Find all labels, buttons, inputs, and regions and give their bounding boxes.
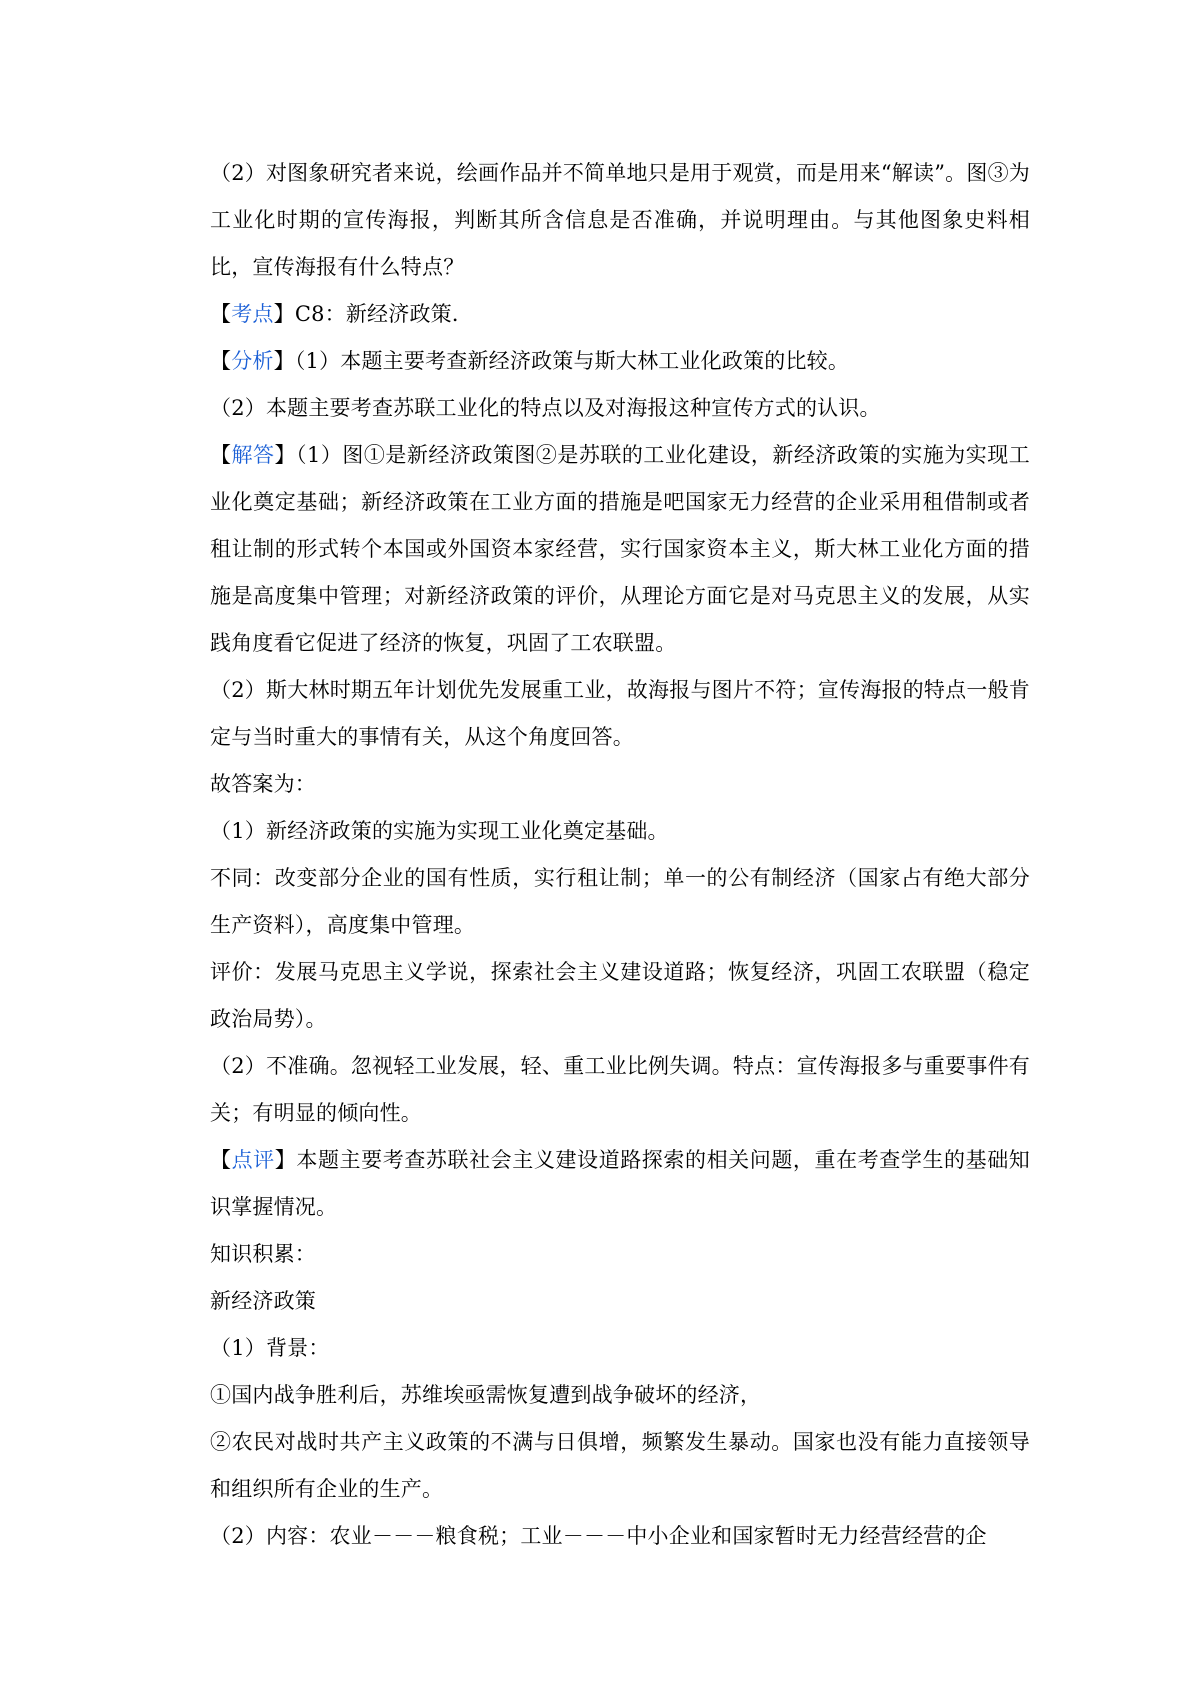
background-item-2: ②农民对战时共产主义政策的不满与日俱增，频繁发生暴动。国家也没有能力直接领导和组织所有企业的生产。: [210, 1430, 1030, 1501]
jieda-paragraph-2: （2）斯大林时期五年计划优先发展重工业，故海报与图片不符；宣传海报的特点一般肯定与当时重大的事情有关，从这个角度回答。: [210, 678, 1030, 749]
answer-evaluation: 评价：发展马克思主义学说，探索社会主义建设道路；恢复经济，巩固工农联盟（稳定政治局势）。: [210, 960, 1030, 1031]
fenxi-paragraph-2: （2）本题主要考查苏联工业化的特点以及对海报这种宣传方式的认识。: [210, 396, 881, 420]
answer-heading: 故答案为：: [210, 772, 316, 796]
jieda-tag: 【解答】: [210, 443, 296, 467]
nep-title: 新经济政策: [210, 1289, 316, 1313]
document-body: [210, 150, 1030, 1560]
kaodian-paragraph: 【考点】C8：新经济政策．: [210, 302, 474, 326]
answer-part-1: （1）新经济政策的实施为实现工业化奠定基础。: [210, 819, 669, 843]
fenxi-tag: 【分析】: [210, 349, 295, 373]
background-item-1: ①国内战争胜利后，苏维埃亟需恢复遭到战争破坏的经济，: [210, 1383, 762, 1407]
dianping-paragraph: 【点评】本题主要考查苏联社会主义建设道路探索的相关问题，重在考查学生的基础知识掌握情况。: [210, 1148, 1031, 1219]
kaodian-tag: 【考点】: [210, 302, 295, 326]
question-part-2: （2）对图象研究者来说，绘画作品并不简单地只是用于观赏，而是用来“解读”。图③为工业化时期的宣传海报，判断其所含信息是否准确，并说明理由。与其他图象史料相比，宣传海报有什么特点？: [210, 161, 1030, 279]
fenxi-paragraph-1: 【分析】（1）本题主要考查新经济政策与斯大林工业化政策的比较。: [210, 349, 850, 373]
dianping-tag: 【点评】: [210, 1148, 297, 1172]
knowledge-heading: 知识积累：: [210, 1242, 316, 1266]
answer-part-2: （2）不准确。忽视轻工业发展，轻、重工业比例失调。特点：宣传海报多与重要事件有关；有明显的倾向性。: [210, 1054, 1030, 1125]
content-heading: （2）内容：农业－－－粮食税；工业－－－中小企业和国家暂时无力经营经营的企: [210, 1524, 987, 1548]
answer-difference: 不同：改变部分企业的国有性质，实行租让制；单一的公有制经济（国家占有绝大部分生产资料），高度集中管理。: [210, 866, 1030, 937]
background-heading: （1）背景：: [210, 1336, 330, 1360]
jieda-paragraph-1: 【解答】（1）图①是新经济政策图②是苏联的工业化建设，新经济政策的实施为实现工业化奠定基础；新经济政策在工业方面的措施是吧国家无力经营的企业采用租借制或者租让制的形式转个本国或外国资本家经营，实行国家资本主义，斯大林工业化方面的措施是高度集中管理；对新经济政策的评价，从理论方面它是对马克思主义的发展，从实践角度看它促进了经济的恢复，巩固了工农联盟。: [210, 443, 1030, 655]
